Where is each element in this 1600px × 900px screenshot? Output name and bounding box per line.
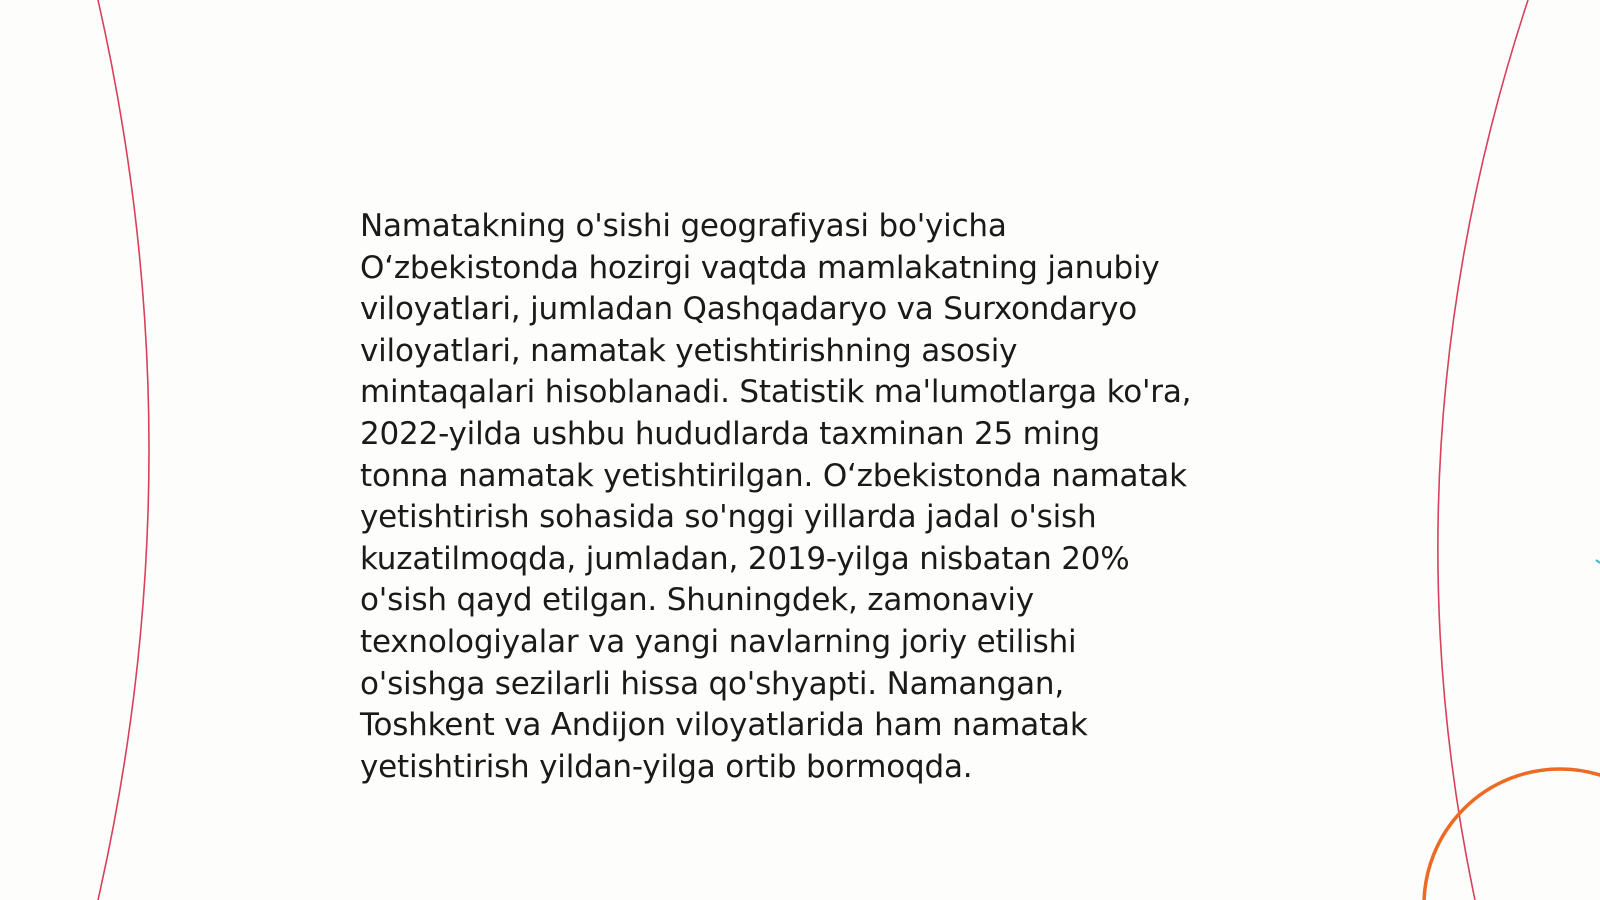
paragraph-line: tonna namatak yetishtirilgan. O‘zbekistonda namatak [360, 457, 1187, 494]
paragraph-line: o'sish qayd etilgan. Shuningdek, zamonaviy [360, 582, 1034, 619]
paragraph-line: yetishtirish yildan-yilga ortib bormoqda. [360, 748, 973, 785]
paragraph-line: Toshkent va Andijon viloyatlarida ham namatak [360, 707, 1088, 744]
paragraph-line: mintaqalari hisoblanadi. Statistik ma'lumotlarga ko'ra, [360, 374, 1192, 411]
teal-accent-mark [1596, 560, 1600, 563]
paragraph-line: viloyatlari, jumladan Qashqadaryo va Surxondaryo [360, 291, 1137, 328]
paragraph-line: 2022-yilda ushbu hududlarda taxminan 25 ming [360, 415, 1100, 452]
paragraph-line: kuzatilmoqda, jumladan, 2019-yilga nisbatan 20% [360, 540, 1130, 577]
right-curve-line [1438, 0, 1528, 900]
paragraph-line: o'sishga sezilarli hissa qo'shyapti. Namangan, [360, 665, 1064, 702]
orange-ring-shape [1424, 769, 1600, 900]
paragraph-line: O‘zbekistonda hozirgi vaqtda mamlakatning janubiy [360, 249, 1160, 286]
paragraph-line: viloyatlari, namatak yetishtirishning asosiy [360, 332, 1018, 369]
paragraph-line: texnologiyalar va yangi navlarning joriy etilishi [360, 623, 1077, 660]
paragraph-line: yetishtirish sohasida so'nggi yillarda jadal o'sish [360, 499, 1097, 536]
left-curve-line [98, 0, 149, 900]
body-paragraph [360, 206, 1260, 788]
paragraph-line: Namatakning o'sishi geografiyasi bo'yicha [360, 208, 1007, 244]
